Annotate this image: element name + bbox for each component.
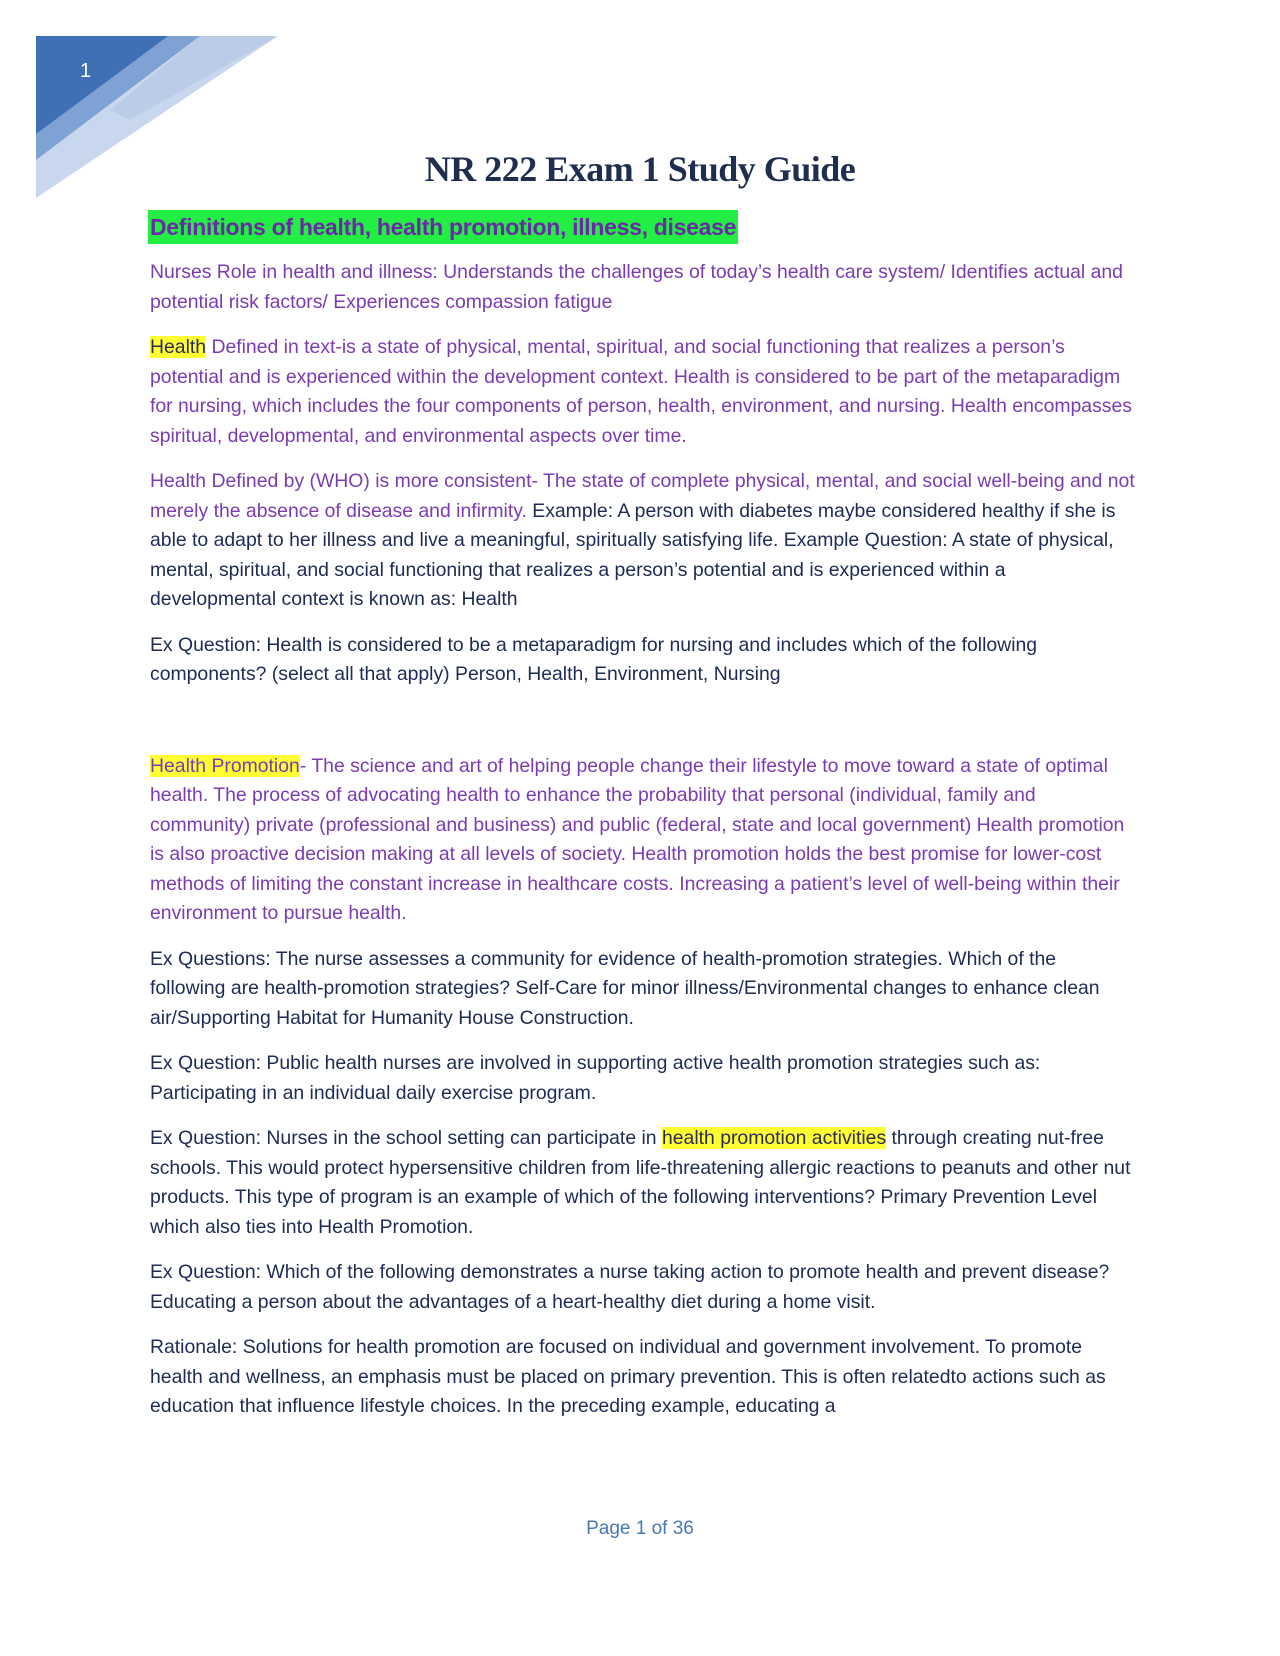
blank-line [150, 706, 1135, 752]
health-definition-text: Defined in text-is a state of physical, mental, spiritual, and social functioning that realizes a person’s potential and is experienced within the development context. Health is considered to be part of the metaparadigm for nursing, which includes the four components of person, health, environment, and nursing. Health encompasses spiritual, developmental, and environmental aspects over time. [150, 336, 1132, 447]
page-footer: Page 1 of 36 [586, 1518, 694, 1539]
who-definition-text: Health Defined by (WHO) is more consistent- The state of complete physical, mental, and social well-being and not merely the absence of disease and infirmity. [150, 470, 1135, 522]
who-example-text: Example: A person with diabetes maybe considered healthy if she is able to adapt to her illness and live a meaningful, spiritually satisfying life. Example Question: A state of physical, mental, spiritual, and social functioning that realizes a person’s potential and is experienced within a developmental context is known as: Health [150, 499, 1116, 610]
paragraph-nurses-role: Nurses Role in health and illness: Understands the challenges of today’s health care system/ Identifies actual and potential risk factors/ Experiences compassion fatigue [150, 261, 1123, 313]
ex-school-text-pre: Ex Question: Nurses in the school setting can participate in [150, 1127, 662, 1149]
highlight-health-promotion-activities: health promotion activities [661, 1127, 887, 1149]
highlight-health-promotion: Health Promotion [150, 754, 300, 777]
health-promotion-text: - The science and art of helping people change their lifestyle to move toward a state of optimal health. The process of advocating health to enhance the probability that personal (individual, family and community) private (professional and business) and public (federal, state and local government) Health promotion is also proactive decision making at all levels of society. Health promotion holds the best promise for lower-cost methods of limiting the constant increase in healthcare costs. Increasing a patient’s level of well-being within their environment to pursue health. [150, 754, 1125, 924]
paragraph-health-definition [150, 333, 1135, 451]
paragraph-ex-community: Ex Questions: The nurse assesses a community for evidence of health-promotion strategies. Which of the following are health-promotion strategies? Self-Care for minor illness/Environmental changes to enhance clean air/Supporting Habitat for Humanity House Construction. [150, 947, 1100, 1029]
ex-school-text-post: through creating nut-free schools. This would protect hypersensitive children from life-threatening allergic reactions to peanuts and other nut products. This type of program is an example of which of the following interventions? Primary Prevention Level which also ties into Health Promotion. [150, 1127, 1131, 1238]
document-body [150, 210, 1135, 1438]
corner-page-number: 1 [80, 60, 92, 82]
paragraph-health-promotion [150, 752, 1135, 929]
paragraph-ex-disease: Ex Question: Which of the following demonstrates a nurse taking action to promote health and prevent disease? Educating a person about the advantages of a heart-healthy diet during a home visit. [150, 1261, 1110, 1313]
paragraph-rationale: Rationale: Solutions for health promotion are focused on individual and government involvement. To promote health and wellness, an emphasis must be placed on primary prevention. This is often relatedto actions such as education that influence lifestyle choices. In the preceding example, educating a [150, 1336, 1106, 1417]
document-title: NR 222 Exam 1 Study Guide [424, 149, 856, 189]
paragraph-who-definition [150, 467, 1135, 615]
highlight-health: Health [150, 336, 207, 358]
paragraph-ex-school [150, 1124, 1135, 1242]
paragraph-ex-public: Ex Question: Public health nurses are involved in supporting active health promotion strategies such as: Participating in an individual daily exercise program. [150, 1052, 1041, 1104]
section-heading: Definitions of health, health promotion, illness, disease [148, 210, 738, 244]
paragraph-ex-metaparadigm: Ex Question: Health is considered to be a metaparadigm for nursing and includes which of the following components? (select all that apply) Person, Health, Environment, Nursing [150, 633, 1038, 685]
